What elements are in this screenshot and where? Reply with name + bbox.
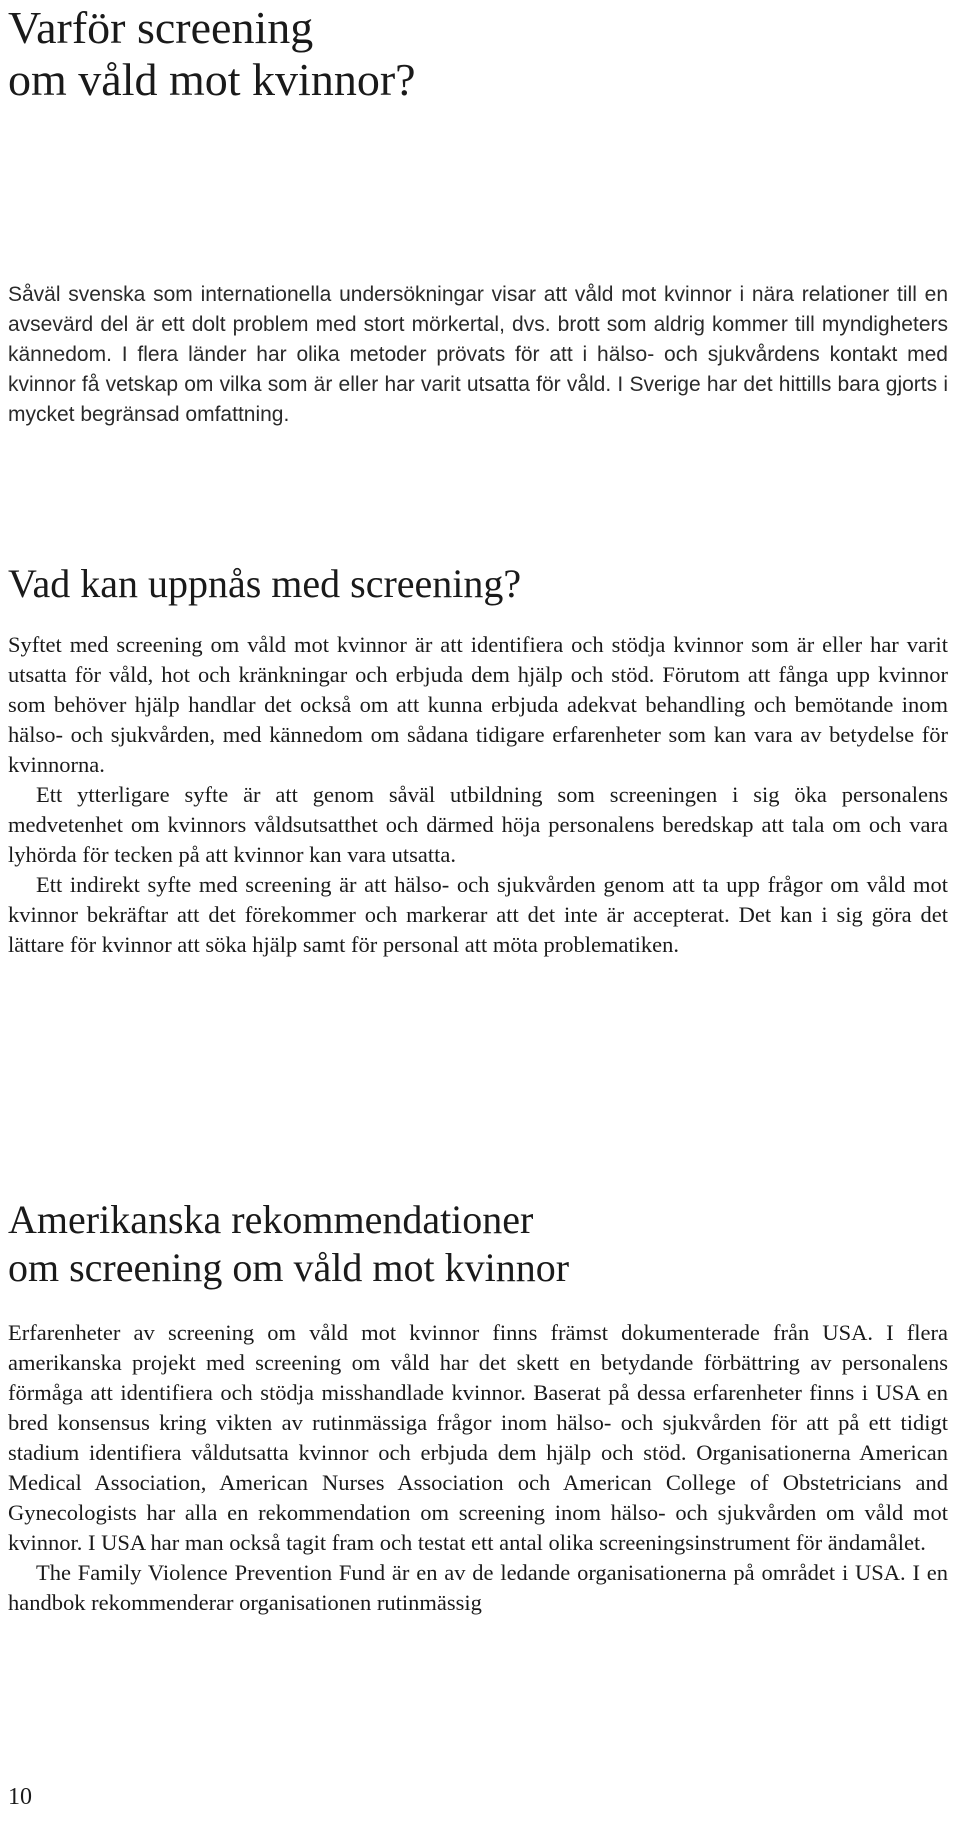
section-heading-vad: Vad kan uppnås med screening? — [8, 561, 522, 606]
page-number: 10 — [8, 1784, 32, 1810]
body-paragraph: Syftet med screening om våld mot kvinnor är att identifiera och stödja kvinnor som är eller har varit utsatta för våld, hot och kränkningar och erbjuda dem hjälp och stöd. Förutom att fånga upp kvinnor som behöver hjälp handlar det också om att kunna erbjuda adekvat behandling och bemötande inom hälso- och sjukvården, med kännedom om sådana tidigare erfarenheter som kan vara av betydelse för kvinnorna. — [8, 632, 948, 777]
page-title-line-1: Varför screening — [8, 2, 314, 53]
section-heading-line-1: Amerikanska rekommendationer — [8, 1197, 534, 1242]
section-heading-amerikanska — [8, 1196, 569, 1292]
section-body-vad — [8, 630, 948, 960]
body-paragraph: Ett ytterligare syfte är att genom såväl utbildning som screeningen i sig öka personalens medvetenhet om kvinnors våldsutsatthet och därmed höja personalens beredskap att tala om och vara lyhörda för tecken på att kvinnor kan vara utsatta. — [8, 782, 948, 867]
body-paragraph: Ett indirekt syfte med screening är att hälso- och sjukvården genom att ta upp frågor om våld mot kvinnor bekräftar att det förekommer och markerar att det inte är accepterat. Det kan i sig göra det lättare för kvinnor att söka hjälp samt för personal att möta problematiken. — [8, 872, 948, 957]
page-title — [8, 2, 416, 106]
body-paragraph: Erfarenheter av screening om våld mot kvinnor finns främst dokumenterade från USA. I flera amerikanska projekt med screening om våld har det skett en betydande förbättring av personalens förmåga att identifiera och stödja misshandlade kvinnor. Baserat på dessa erfarenheter finns i USA en bred konsensus kring vikten av rutinmässiga frågor inom hälso- och sjukvården för att på ett tidigt stadium identifiera våldutsatta kvinnor och erbjuda dem hjälp och stöd. Organisationerna American Medical Association, American Nurses Association och American College of Obstetricians and Gynecologists har alla en rekommendation om screening inom hälso- och sjukvården om våld mot kvinnor. I USA har man också tagit fram och testat ett antal olika screeningsinstrument för ändamålet. — [8, 1320, 948, 1555]
page-title-line-2: om våld mot kvinnor? — [8, 54, 416, 105]
body-paragraph: The Family Violence Prevention Fund är en av de ledande organisationerna på området i USA. I en handbok rekommenderar organisationen rutinmässig — [8, 1560, 948, 1615]
section-body-amerikanska — [8, 1318, 948, 1618]
section-heading-line-2: om screening om våld mot kvinnor — [8, 1245, 570, 1290]
intro-paragraph: Såväl svenska som internationella undersökningar visar att våld mot kvinnor i nära relationer till en avsevärd del är ett dolt problem med stort mörkertal, dvs. brott som aldrig kommer till myndigheters kännedom. I flera länder har olika metoder prövats för att i hälso- och sjukvårdens kontakt med kvinnor få vetskap om vilka som är eller har varit utsatta för våld. I Sverige har det hittills bara gjorts i mycket begränsad omfattning. — [8, 283, 948, 426]
